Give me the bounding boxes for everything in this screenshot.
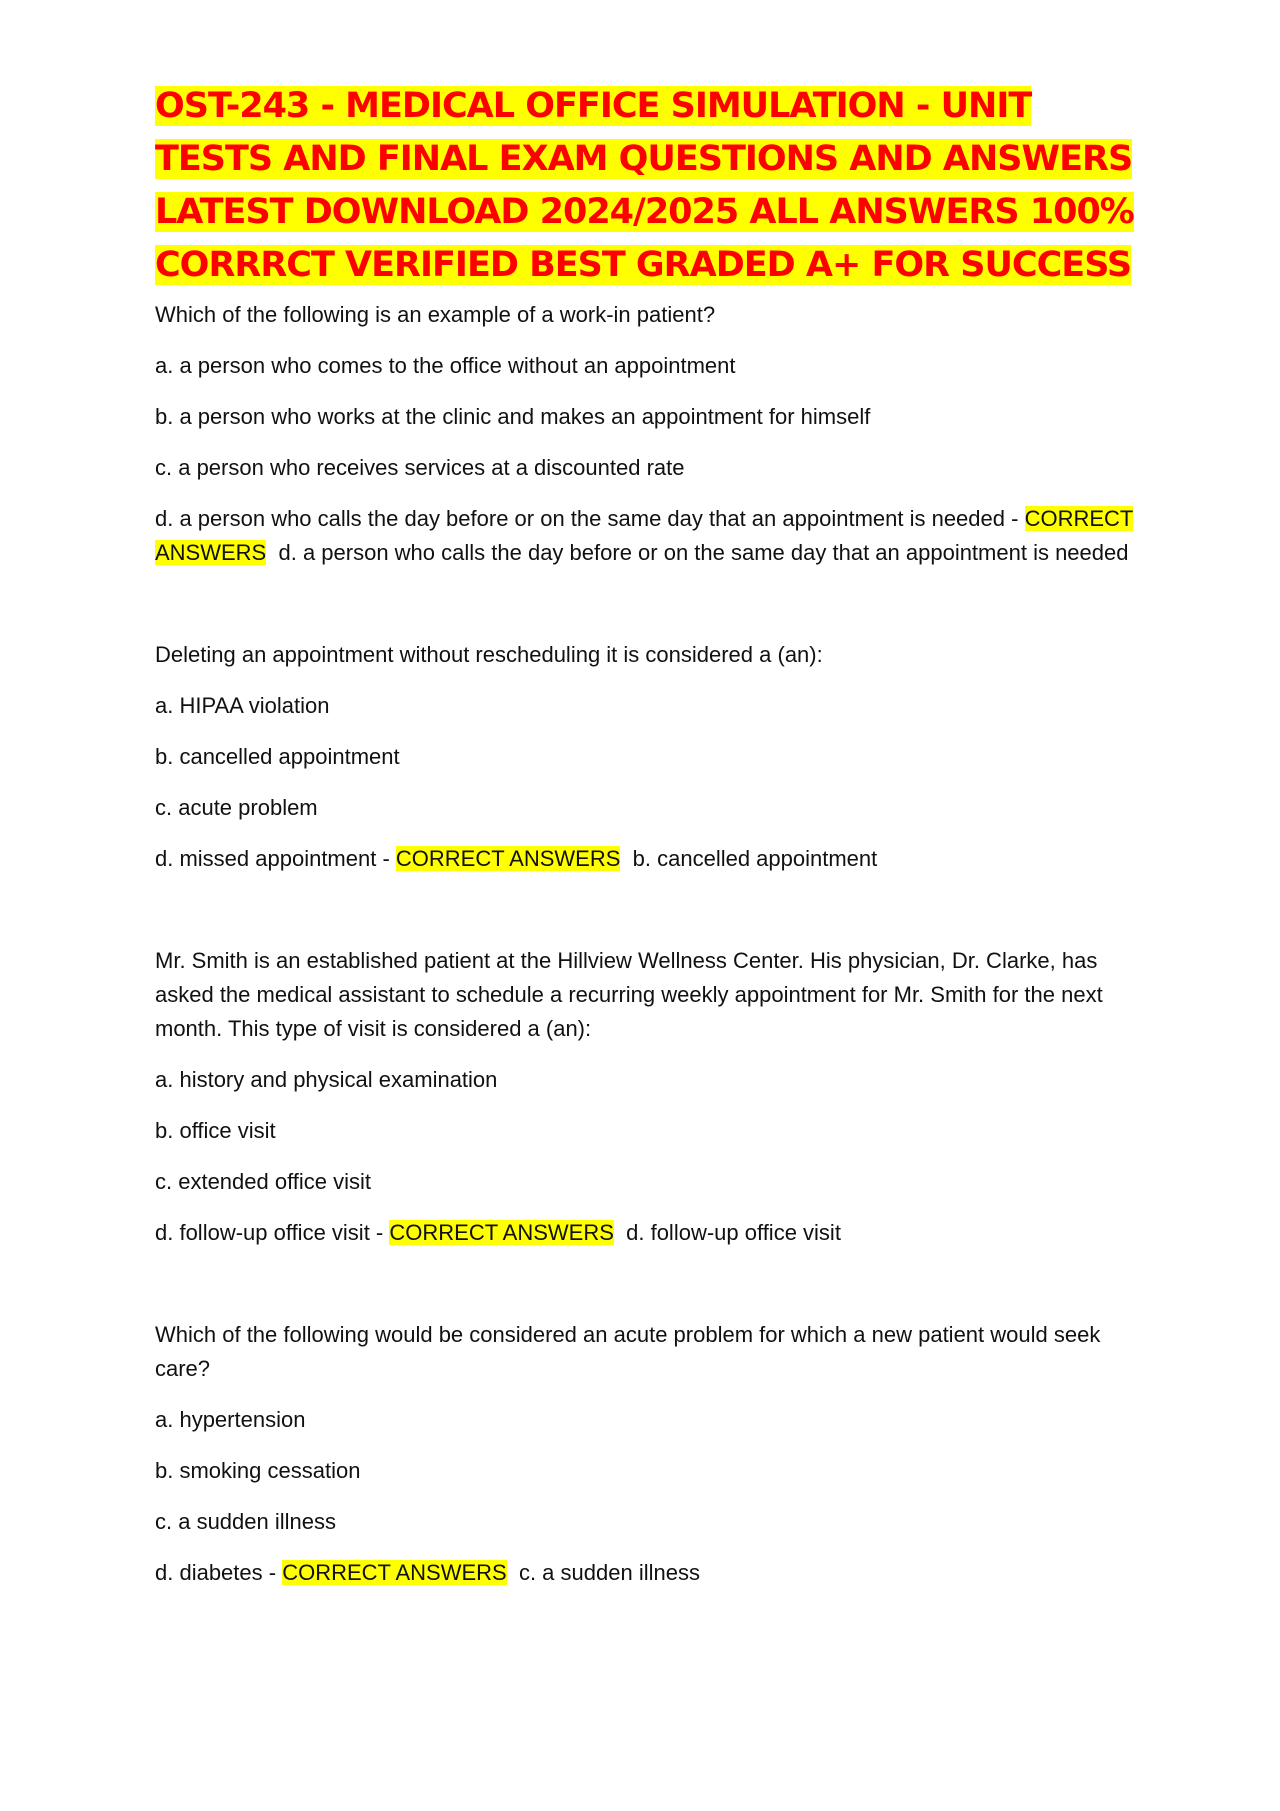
correct-answers-label: CORRECT ANSWERS [282,1560,507,1585]
option-c: c. a sudden illness [155,1509,336,1534]
option-c: c. acute problem [155,795,318,820]
option-d-with-answer [155,1216,1140,1250]
option-a: a. hypertension [155,1407,306,1432]
option-c: c. a person who receives services at a discounted rate [155,455,685,480]
spacer [155,893,1140,944]
correct-answers-label: CORRECT ANSWERS [395,846,621,871]
question-text: Which of the following is an example of a work-in patient? [155,302,716,327]
correct-answer: d. follow-up office visit [626,1220,841,1245]
question-block-3 [155,944,1140,1250]
option-d-with-answer [155,842,1140,876]
option-a: a. history and physical examination [155,1067,498,1092]
question-text: Mr. Smith is an established patient at the Hillview Wellness Center. His physician, Dr. Clarke, has asked the medical assistant to schedule a recurring weekly appointment for Mr. Smith for the next month. This type of visit is considered a (an): [155,948,1103,1041]
option-b: b. cancelled appointment [155,744,400,769]
correct-answer: c. a sudden illness [518,1560,700,1585]
option-d-with-answer [155,502,1140,570]
question-block-1 [155,298,1140,570]
question-block-2 [155,638,1140,876]
document-title-text: OST-243 - MEDICAL OFFICE SIMULATION - UNIT TESTS AND FINAL EXAM QUESTIONS AND ANSWERS LATEST DOWNLOAD 2024/2025 ALL ANSWERS 100% CORRRCT VERIFIED BEST GRADED A+ FOR SUCCESS [155,86,1134,285]
correct-answers-label: CORRECT ANSWERS [155,506,1134,565]
option-d: d. a person who calls the day before or on the same day that an appointment is needed - [155,506,1019,531]
question-text: Deleting an appointment without rescheduling it is considered a (an): [155,642,823,667]
question-block-4 [155,1318,1140,1590]
option-a: a. HIPAA violation [155,693,330,718]
spacer [155,587,1140,638]
option-d-with-answer [155,1556,1140,1590]
spacer [155,1267,1140,1318]
correct-answers-label: CORRECT ANSWERS [389,1220,614,1245]
document-title [155,80,1140,292]
option-b: b. office visit [155,1118,276,1143]
correct-answer: d. a person who calls the day before or on the same day that an appointment is needed [278,540,1129,565]
document-page [155,80,1140,1607]
correct-answer: b. cancelled appointment [632,846,878,871]
option-b: b. smoking cessation [155,1458,361,1483]
option-d: d. missed appointment - [155,846,390,871]
option-c: c. extended office visit [155,1169,372,1194]
option-b: b. a person who works at the clinic and makes an appointment for himself [155,404,871,429]
question-text: Which of the following would be considered an acute problem for which a new patient would seek care? [155,1322,1101,1381]
option-d: d. diabetes - [155,1560,277,1585]
option-d: d. follow-up office visit - [155,1220,384,1245]
option-a: a. a person who comes to the office without an appointment [155,353,736,378]
